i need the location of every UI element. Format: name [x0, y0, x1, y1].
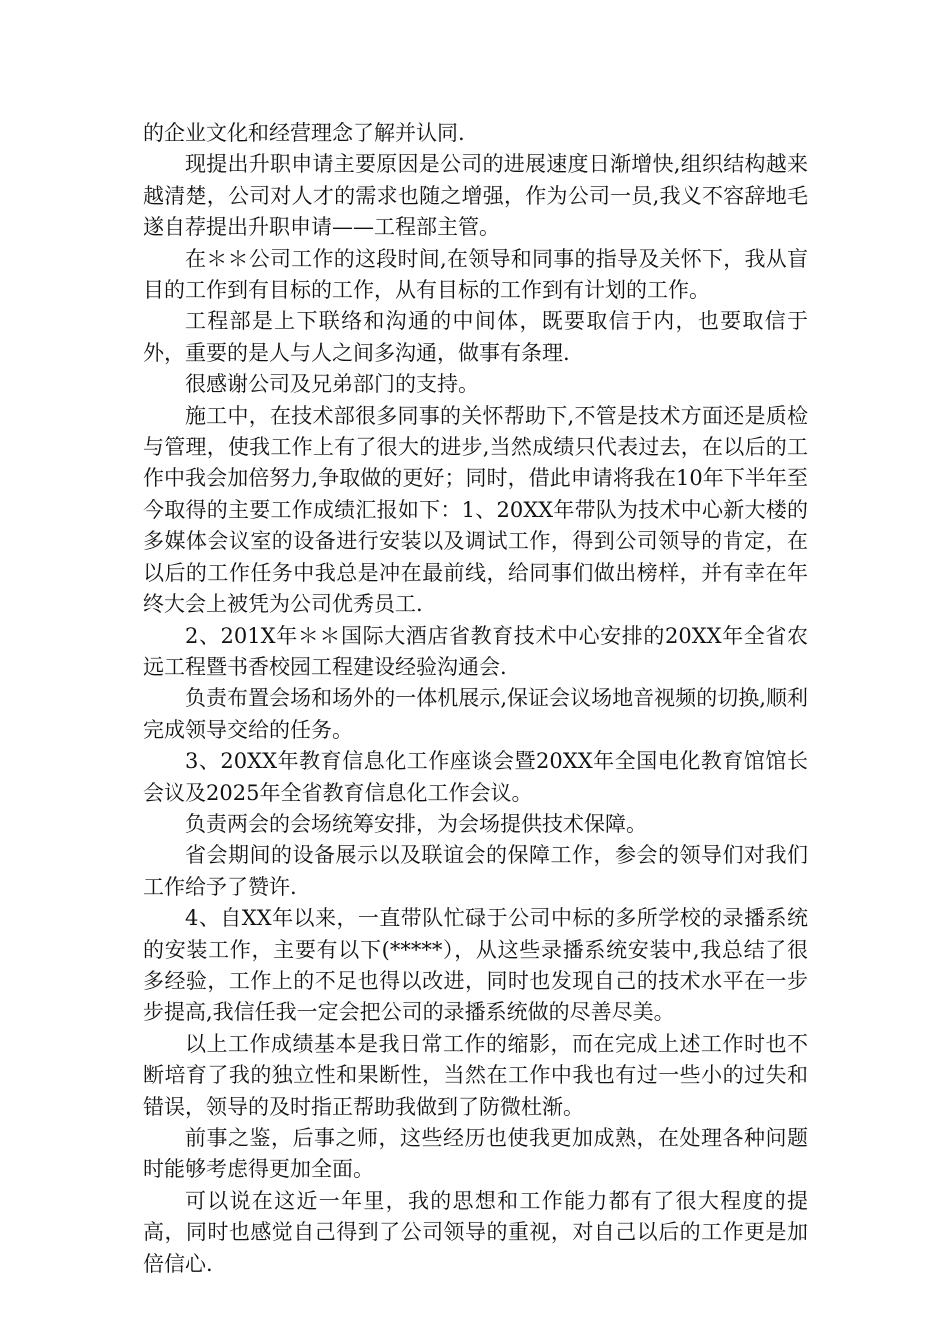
paragraph-9: 3、20XX年教育信息化工作座谈会暨20XX年全国电化教育馆馆长会议及2025年全省教育信息化工作会议。	[143, 749, 808, 805]
paragraph-12: 4、自XX年以来，一直带队忙碌于公司中标的多所学校的录播系统的安装工作，主要有以下(*****），从这些录播系统安装中,我总结了很多经验，工作上的不足也得以改进，同时也发现自己的技术水平在一步步提高,我信任我一定会把公司的录播系统做的尽善尽美。	[143, 906, 808, 1025]
paragraph-10: 负责两会的会场统筹安排，为会场提供技术保障。	[185, 811, 647, 836]
document-body	[143, 118, 808, 1280]
paragraph-14: 前事之鉴，后事之师，这些经历也使我更加成熟，在处理各种问题时能够考虑得更加全面。	[143, 1126, 808, 1182]
paragraph-8: 负责布置会场和场外的一体机展示,保证会议场地音视频的切换,顺利完成领导交给的任务。	[143, 686, 808, 742]
paragraph-13: 以上工作成绩基本是我日常工作的缩影，而在完成上述工作时也不断培育了我的独立性和果断性，当然在工作中我也有过一些小的过失和错误，领导的及时指正帮助我做到了防微杜渐。	[143, 1031, 808, 1119]
paragraph-7: 2、201X年＊＊国际大酒店省教育技术中心安排的20XX年全省农远工程暨书香校园工程建设经验沟通会.	[143, 623, 808, 679]
paragraph-6: 施工中，在技术部很多同事的关怀帮助下,不管是技术方面还是质检与管理，使我工作上有了很大的进步,当然成绩只代表过去，在以后的工作中我会加倍努力,争取做的更好；同时，借此申请将我在10年下半年至今取得的主要工作成绩汇报如下：1、20XX年带队为技术中心新大楼的多媒体会议室的设备进行安装以及调试工作，得到公司领导的肯定，在以后的工作任务中我总是冲在最前线，给同事们做出榜样，并有幸在年终大会上被凭为公司优秀员工.	[143, 403, 808, 617]
paragraph-2: 现提出升职申请主要原因是公司的进展速度日渐增快,组织结构越来越清楚，公司对人才的需求也随之增强，作为公司一员,我义不容辞地毛遂自荐提出升职申请——工程部主管。	[143, 152, 808, 240]
paragraph-15: 可以说在这近一年里，我的思想和工作能力都有了很大程度的提高，同时也感觉自己得到了公司领导的重视，对自己以后的工作更是加倍信心.	[143, 1188, 808, 1276]
paragraph-3: 在＊＊公司工作的这段时间,在领导和同事的指导及关怀下，我从盲目的工作到有目标的工作，从有目标的工作到有计划的工作。	[143, 246, 808, 303]
paragraph-4: 工程部是上下联络和沟通的中间体，既要取信于内，也要取信于外，重要的是人与人之间多沟通，做事有条理.	[143, 309, 808, 365]
paragraph-5: 很感谢公司及兄弟部门的支持。	[185, 372, 479, 397]
paragraph-1: 的企业文化和经营理念了解并认同.	[143, 121, 465, 145]
paragraph-11: 省会期间的设备展示以及联谊会的保障工作，参会的领导们对我们工作给予了赞许.	[143, 843, 808, 899]
